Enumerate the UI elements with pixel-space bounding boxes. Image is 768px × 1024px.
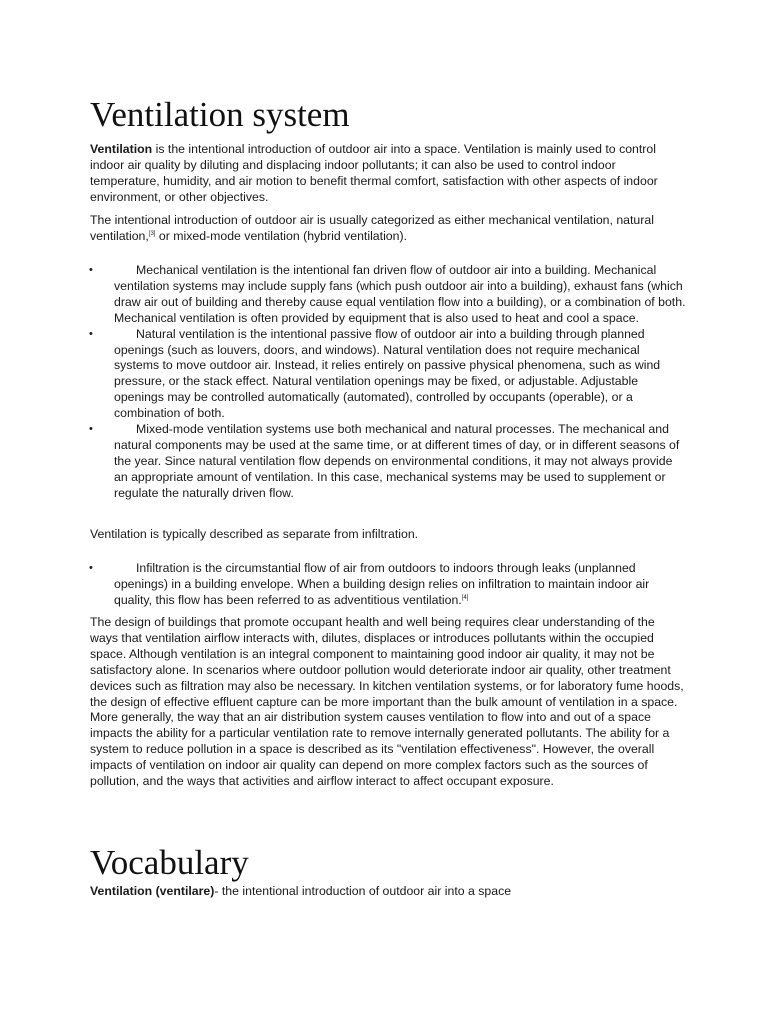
bullet-marker: • xyxy=(89,562,93,574)
list-item-text: Infiltration is the circumstantial flow of air from outdoors to indoors through leaks (unplanned openings) in a building envelope. When a building design relies on infiltration to maintain indoor air quality, this flow has been referred to as adventitious ventilation. xyxy=(114,561,650,607)
design-paragraph: The design of buildings that promote occupant health and well being requires clear understanding of the ways that ventilation airflow interacts with, dilutes, displaces or introduces pollutants within the occupied space. Although ventilation is an integral component to maintaining good indoor air quality, it may not be satisfactory alone. In scenarios where outdoor pollution would deteriorate indoor air quality, other treatment devices such as filtration may also be necessary. In kitchen ventilation systems, or for laboratory fume hoods, the design of effective effluent capture can be more important than the bulk amount of ventilation in a space. More generally, the way that an air distribution system causes ventilation to flow into and out of a space impacts the ability for a particular ventilation rate to remove internally generated pollutants. The ability for a system to reduce pollution in a space is described as its "ventilation effectiveness". However, the overall impacts of ventilation on indoor air quality can depend on more complex factors such as the sources of pollution, and the ways that activities and airflow interact to affect occupant exposure. xyxy=(90,615,684,789)
list-item-natural xyxy=(90,327,686,422)
list-item-mixed-mode xyxy=(90,422,686,502)
categories-text-a: The intentional introduction of outdoor air is usually categorized as either mechanical ventilation, natural ventilation, xyxy=(90,213,654,243)
list-item-text: Mixed-mode ventilation systems use both mechanical and natural processes. The mechanical and natural components may be used at the same time, or at different times of day, or in different seasons of the year. Since natural ventilation flow depends on environmental conditions, it may not always provide an appropriate amount of ventilation. In this case, mechanical systems may be used to supplement or regulate the naturally driven flow. xyxy=(114,422,680,500)
intro-bold-term: Ventilation xyxy=(90,142,153,156)
bullet-marker: • xyxy=(89,423,93,436)
bullet-marker: • xyxy=(89,264,93,276)
list-item-text: Mechanical ventilation is the intentional fan driven flow of outdoor air into a building. Mechanical ventilation systems may include supply fans (which push outdoor air into a building), exhaust fans (which draw air out of building and thereby cause equal ventilation flow into a building), or a combination of both. Mechanical ventilation is often provided by equipment that is also used to heat and cool a space. xyxy=(114,263,686,325)
categories-text-b: or mixed-mode ventilation (hybrid ventilation). xyxy=(155,228,407,243)
list-item-mechanical xyxy=(90,263,686,327)
vocabulary-entry xyxy=(90,884,511,900)
bullet-marker: • xyxy=(89,327,93,340)
vocabulary-definition: - the intentional introduction of outdoor air into a space xyxy=(214,884,512,898)
ventilation-types-list xyxy=(90,263,686,502)
vocabulary-heading: Vocabulary xyxy=(90,843,249,882)
page-title: Ventilation system xyxy=(90,95,350,134)
intro-text: is the intentional introduction of outdoor air into a space. Ventilation is mainly used to control indoor air quality by diluting and displacing indoor pollutants; it can also be used to control indoor temperature, humidity, and air motion to benefit thermal comfort, satisfaction with other aspects of indoor environment, or other objectives. xyxy=(90,142,658,204)
list-item-text: Natural ventilation is the intentional passive flow of outdoor air into a building through planned openings (such as louvers, doors, and windows). Natural ventilation does not require mechanical systems to move outdoor air. Instead, it relies entirely on passive physical phenomena, such as wind pressure, or the stack effect. Natural ventilation openings may be fixed, or adjustable. Adjustable openings may be controlled automatically (automated), controlled by occupants (operable), or a combination of both. xyxy=(114,326,661,421)
infiltration-list xyxy=(90,561,686,609)
categories-paragraph xyxy=(90,213,680,245)
separate-from-infiltration-text: Ventilation is typically described as separate from infiltration. xyxy=(90,527,419,541)
reference-4: [4] xyxy=(461,594,469,601)
list-item-infiltration xyxy=(90,561,686,609)
reference-3: [3] xyxy=(148,230,156,237)
vocabulary-term: Ventilation (ventilare) xyxy=(90,884,215,898)
intro-paragraph xyxy=(90,142,680,206)
